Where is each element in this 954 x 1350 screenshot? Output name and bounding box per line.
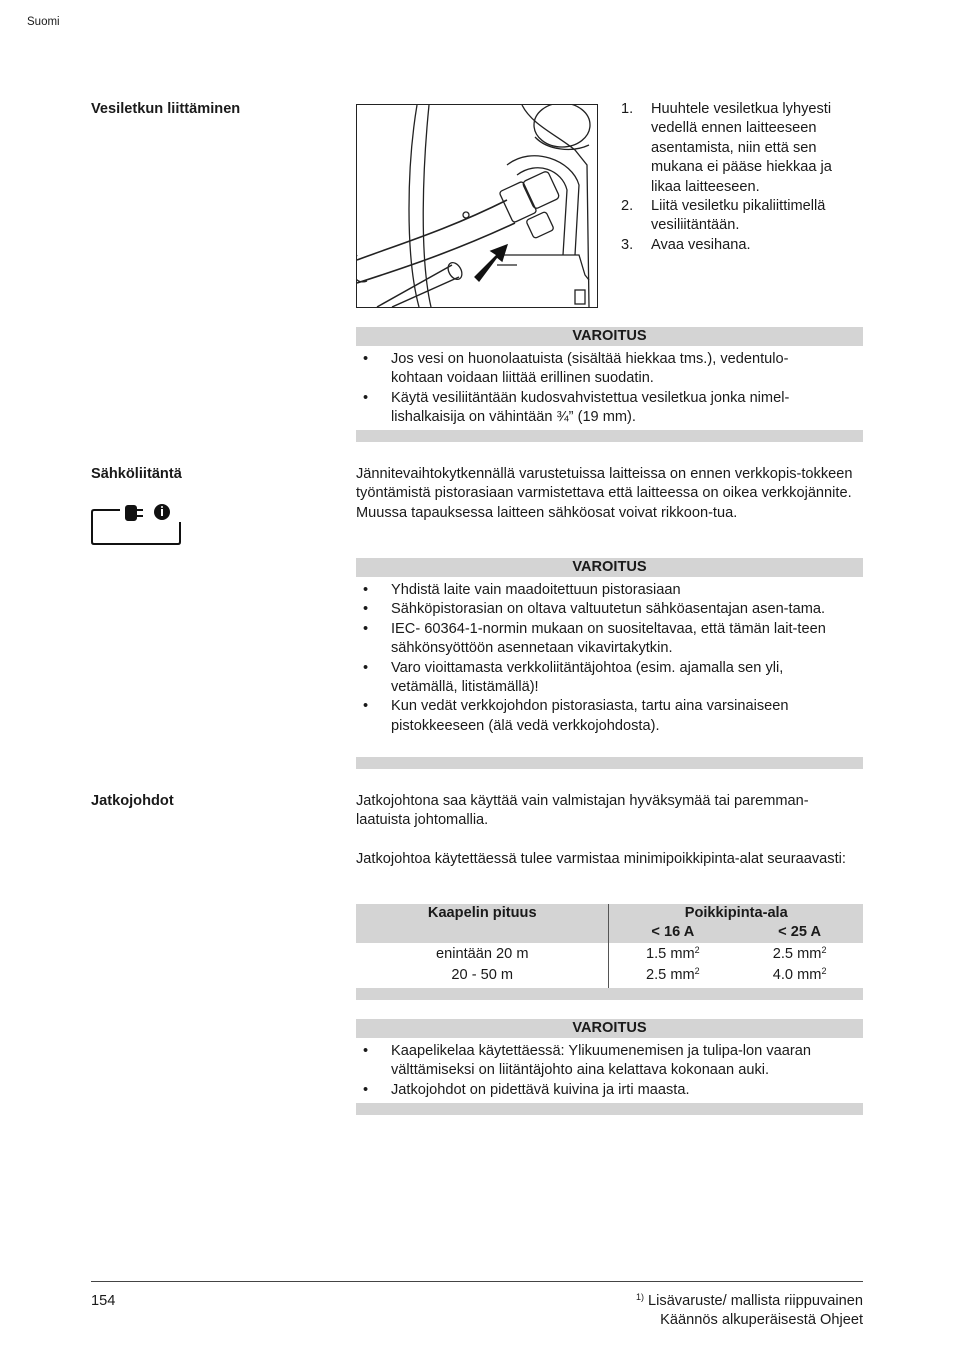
warning-item: • Kun vedät verkkojohdon pistorasiasta, tartu aina varsinaiseen pistokkeeseen (älä vedä verkkojohdosta). [356, 697, 836, 736]
warning-heading-electrical: VAROITUS [356, 558, 863, 577]
warning-list-extension [356, 1042, 846, 1100]
warning-end-bar [356, 430, 863, 442]
translation-note: Käännös alkuperäisestä Ohjeet [660, 1312, 863, 1329]
table-row [356, 965, 863, 988]
warning-item: • Varo vioittamasta verkkoliitäntäjohtoa (esim. ajamalla sen yli, vetämällä, litistämällä)! [356, 659, 836, 698]
hose-connection-illustration [356, 104, 598, 308]
warning-item: • Kaapelikelaa käytettäessä: Ylikuumenemisen ja tulipa-lon vaaran välttämiseksi on liitäntäjohto aina kelattava kokonaan auki. [356, 1042, 846, 1081]
table-end-bar [356, 988, 863, 1000]
warning-item: • Jos vesi on huonolaatuista (sisältää hiekkaa tms.), vedentulo-kohtaan voidaan liittää erillinen suodatin. [356, 350, 836, 389]
table-cell-value: 2.5 $mm^2$ [772, 944, 827, 962]
footer-notes [636, 1292, 863, 1331]
page-number: 154 [91, 1293, 116, 1309]
warning-heading-water: VAROITUS [356, 327, 863, 346]
section-title-water: Vesiletkun liittäminen [91, 101, 241, 117]
warning-item: • Jatkojohdot on pidettävä kuivina ja irti maasta. [356, 1081, 846, 1100]
step-item: 3. Avaa vesihana. [621, 236, 751, 253]
warning-heading-extension: VAROITUS [356, 1019, 863, 1038]
warning-item: • IEC- 60364-1-normin mukaan on suositeltavaa, että tämän lait-teen sähkönsyöttöön asennetaan vikavirtakytkin. [356, 620, 836, 659]
table-cell-value: 1.5 $mm^2$ [645, 944, 700, 962]
footnote: $^{1)}$ Lisävaruste/ mallista riippuvainen [635, 1292, 863, 1309]
extension-para-1: Jatkojohtona saa käyttää vain valmistajan hyväksymää tai paremman-laatuista johtomallia. [356, 793, 809, 829]
table-row [356, 943, 863, 965]
language-label: Suomi [27, 16, 60, 28]
warning-list-electrical [356, 581, 836, 736]
warning-item: • Yhdistä laite vain maadoitettuun pistorasiaan [356, 581, 836, 600]
table-header-section: Poikkipinta-ala [609, 904, 863, 923]
step-item: 1. Huuhtele vesiletkua lyhyesti vedellä ennen laitteeseen asentamista, niin että sen mukana ei pääse hiekkaa ja likaa laitteeseen. [621, 101, 832, 195]
footer-divider [91, 1281, 863, 1282]
warning-end-bar [356, 757, 863, 769]
cable-table [356, 904, 863, 989]
warning-list-water [356, 350, 836, 428]
electrical-body-text: Jännitevaihtokytkennällä varustetuissa laitteissa on ennen verkkopis-tokkeen työntämistä pistorasiaan varmistettava että laitteessa on oikea verkkojännite. Muussa tapauksessa laitteen sähköosat voivat rikkoon-tua. [356, 466, 853, 521]
section-title-extension: Jatkojohdot [91, 793, 174, 809]
table-subheader: < 25 A [736, 923, 863, 942]
warning-item: • Sähköpistorasian on oltava valtuutetun sähköasentajan asen-tama. [356, 600, 836, 619]
table-cell-length: enintään 20 m [356, 943, 609, 965]
section-title-electrical: Sähköliitäntä [91, 466, 182, 482]
step-item: 2. Liitä vesiletku pikaliittimellä vesiliitäntään. [621, 198, 826, 234]
table-cell-value: 2.5 $mm^2$ [645, 966, 700, 984]
table-subheader: < 16 A [609, 923, 736, 942]
water-steps-list [621, 100, 863, 255]
warning-item: • Käytä vesiliitäntään kudosvahvistettua vesiletkua jonka nimel-lishalkaisija on vähintään ¾” (19 mm). [356, 389, 836, 428]
plug-info-icon [90, 502, 184, 548]
warning-end-bar [356, 1103, 863, 1115]
table-header-length: Kaapelin pituus [356, 904, 609, 943]
table-cell-value: 4.0 $mm^2$ [772, 966, 827, 984]
extension-para-2: Jatkojohtoa käytettäessä tulee varmistaa minimipoikkipinta-alat seuraavasti: [356, 851, 846, 867]
table-cell-length: 20 - 50 m [356, 965, 609, 988]
